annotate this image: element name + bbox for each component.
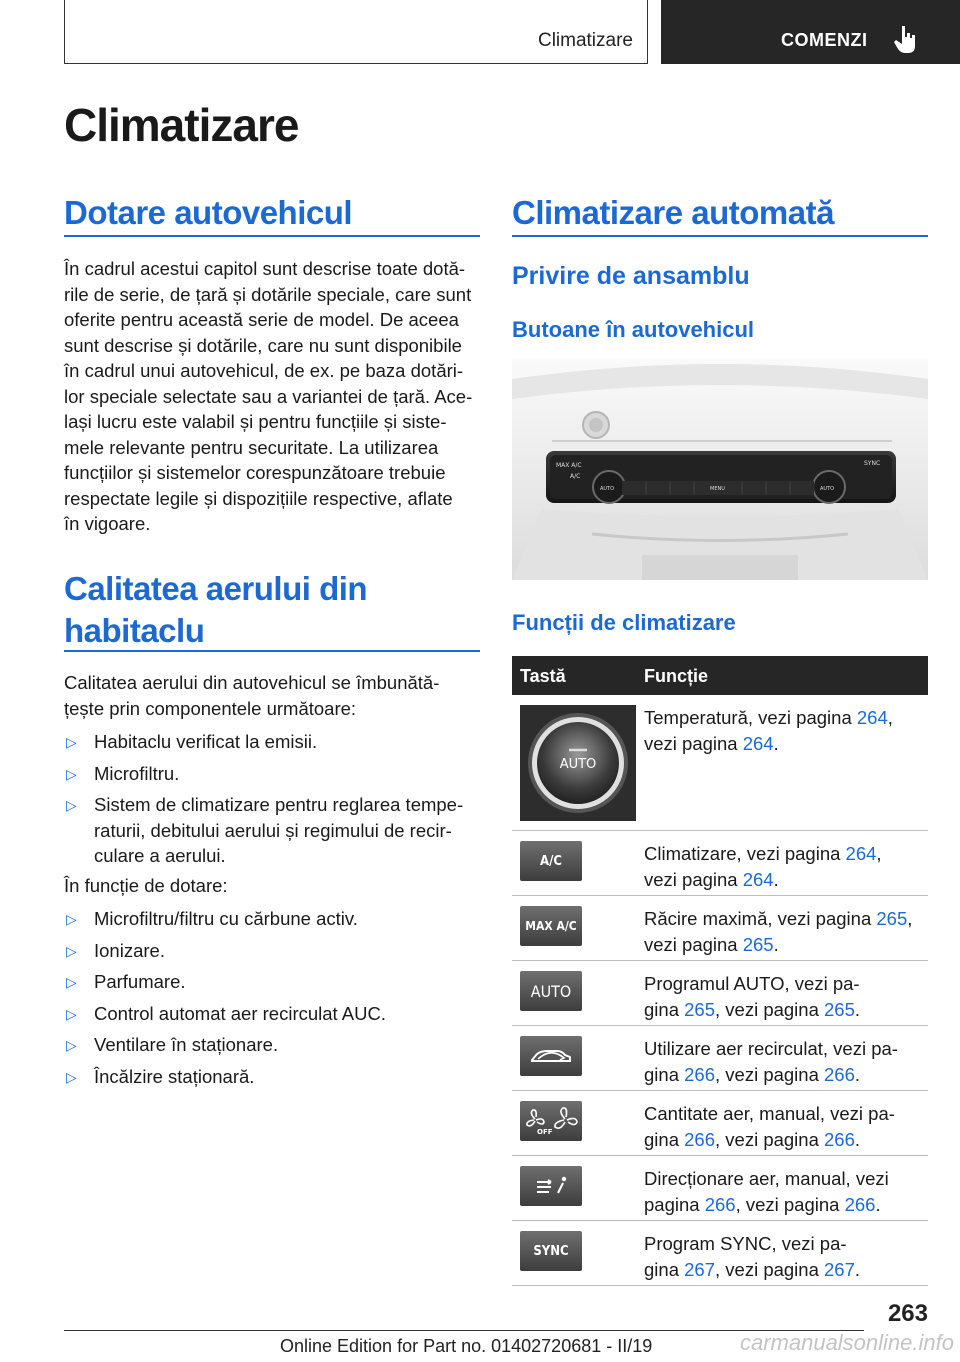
page-link[interactable]: 266 xyxy=(704,1193,736,1215)
header-tab-label: COMENZI xyxy=(781,30,868,50)
photo-label-sync: SYNC xyxy=(864,460,881,467)
page-title: Climatizare xyxy=(64,99,299,151)
text-line: rile de serie, de țară și dotările speciale, care sunt xyxy=(64,283,472,305)
max-ac-button-icon: MAX A/C xyxy=(520,906,582,946)
page-link[interactable]: 264 xyxy=(742,868,774,890)
dashboard-illustration xyxy=(512,359,928,580)
edition-text: Online Edition for Part no. 01402720681 - II/19 xyxy=(280,1336,653,1356)
heading-overview: Privire de ansamblu xyxy=(512,262,750,290)
text-line: funcțiilor și sistemelor corespunzătoare trebuie xyxy=(64,462,446,483)
table-row xyxy=(512,1221,928,1286)
table-row xyxy=(512,831,928,896)
heading-auto-climate: Climatizare automată xyxy=(512,194,834,231)
svg-text:OFF: OFF xyxy=(537,1128,553,1136)
header-section-title: Climatizare xyxy=(537,30,633,51)
heading-equipment: Dotare autovehicul xyxy=(64,194,353,231)
photo-label-auto-right: AUTO xyxy=(820,486,835,492)
table-row xyxy=(512,896,928,961)
text-line: în cadrul unui autovehicul, de ex. pe baza dotări- xyxy=(64,360,464,381)
page-link[interactable]: 266 xyxy=(824,1063,855,1085)
heading-rule xyxy=(512,235,928,237)
functions-table xyxy=(512,656,928,1286)
fan-speed-icon xyxy=(520,1101,582,1141)
equipment-note: În funcție de dotare: xyxy=(64,875,228,896)
table-header xyxy=(512,656,928,695)
bullet-list-equipment xyxy=(64,906,484,1095)
climate-panel-photo xyxy=(512,359,928,580)
photo-label-ac: A/C xyxy=(570,473,581,480)
air-intro xyxy=(64,670,484,721)
list-item: ▷ Ventilare în staționare. xyxy=(64,1032,484,1058)
triangle-bullet-icon: ▷ xyxy=(66,1068,77,1085)
function-text: Temperatură, vezi pagina 264, vezi pagina 264. xyxy=(644,707,893,754)
table-row xyxy=(512,695,928,831)
list-item: ▷ Sistem de climatizare pentru reglarea tempe- raturii, debitului aerului și regimului de recir- culare a aerului. xyxy=(66,794,464,866)
list-item: ▷ Control automat aer recirculat AUC. xyxy=(64,1001,484,1027)
list-item: ▷ Ionizare. xyxy=(64,938,484,964)
heading-line: habitaclu xyxy=(64,612,205,649)
triangle-bullet-icon: ▷ xyxy=(66,911,77,927)
list-item: ▷ Habitaclu verificat la emisii. xyxy=(64,729,484,755)
page-link[interactable]: 265 xyxy=(742,933,774,955)
page-number: 263 xyxy=(887,1300,928,1327)
triangle-bullet-icon: ▷ xyxy=(66,942,77,959)
text-line: În cadrul acestui capitol sunt descrise toate dotă- xyxy=(64,258,466,279)
hand-pointer-icon xyxy=(889,22,923,56)
page-link[interactable]: 265 xyxy=(824,998,855,1020)
recirculation-car-icon xyxy=(520,1036,582,1076)
triangle-bullet-icon: ▷ xyxy=(66,734,77,750)
text-line: Calitatea aerului din autovehicul se îmbunătă- xyxy=(64,672,440,693)
watermark: carmanualsonline.info xyxy=(739,1330,954,1355)
table-row xyxy=(512,1026,928,1091)
function-text: Program SYNC, vezi pa- gina 267, vezi pagina 267. xyxy=(644,1233,861,1280)
page-link[interactable]: 265 xyxy=(684,998,715,1020)
equipment-paragraph xyxy=(64,256,484,537)
text-line: lași lucru este valabil și pentru funcțiile și siste- xyxy=(64,411,447,432)
bullet-list-components xyxy=(64,729,484,875)
column-header-key: Tastă xyxy=(520,666,566,686)
auto-button-icon: AUTO xyxy=(520,971,582,1011)
triangle-bullet-icon: ▷ xyxy=(66,1005,77,1022)
svg-text:AUTO: AUTO xyxy=(559,757,597,772)
photo-label-maxac: MAX A/C xyxy=(556,462,582,469)
text-line: mele relevante pentru securitate. La utilizarea xyxy=(64,436,439,458)
table-row xyxy=(512,1091,928,1156)
heading-line: Calitatea aerului din xyxy=(64,570,368,607)
triangle-bullet-icon: ▷ xyxy=(66,797,77,813)
header-section-box xyxy=(64,0,648,64)
heading-buttons: Butoane în autovehicul xyxy=(512,317,755,342)
triangle-bullet-icon: ▷ xyxy=(66,1037,77,1053)
page-link[interactable]: 267 xyxy=(684,1258,715,1280)
text-line: în vigoare. xyxy=(64,513,151,534)
text-line: sunt descrise și dotările, care nu sunt disponibile xyxy=(64,334,462,356)
page-link[interactable]: 264 xyxy=(856,707,888,728)
page-link[interactable]: 266 xyxy=(824,1128,855,1150)
function-text: Programul AUTO, vezi pa- gina 265, vezi pagina 265. xyxy=(644,973,861,1020)
header-tab-commands[interactable] xyxy=(661,0,960,64)
text-line: oferite pentru această serie de model. De aceea xyxy=(64,309,459,330)
list-item: ▷ Încălzire staționară. xyxy=(64,1064,484,1090)
page-link[interactable]: 266 xyxy=(844,1193,876,1215)
function-text: Direcționare aer, manual, vezi pagina 266, vezi pagina 266. xyxy=(644,1168,889,1215)
heading-rule xyxy=(64,235,480,237)
page-link[interactable]: 267 xyxy=(824,1258,855,1280)
table-row xyxy=(512,1156,928,1221)
temperature-knob-icon xyxy=(520,705,636,826)
text-line: lor speciale selectate sau a variantei de țară. Ace- xyxy=(64,385,473,407)
photo-label-menu: MENU xyxy=(710,486,725,492)
page-link[interactable]: 265 xyxy=(876,908,908,929)
text-line: respectate legile și dispozițiile respective, aflate xyxy=(64,487,453,509)
list-item: ▷ Microfiltru/filtru cu cărbune activ. xyxy=(64,906,484,932)
column-header-function: Funcție xyxy=(644,666,709,686)
heading-rule xyxy=(64,650,480,652)
function-text: Cantitate aer, manual, vezi pa- gina 266, vezi pagina 266. xyxy=(644,1103,895,1150)
heading-functions: Funcții de climatizare xyxy=(512,610,736,635)
function-text: Răcire maximă, vezi pagina 265, vezi pagina 265. xyxy=(644,908,913,955)
text-line: țește prin componentele următoare: xyxy=(64,697,357,719)
function-text: Climatizare, vezi pagina 264, vezi pagina 264. xyxy=(644,843,882,890)
ac-button-icon: A/C xyxy=(520,841,582,881)
air-distribution-icon xyxy=(520,1166,582,1206)
page-link[interactable]: 264 xyxy=(845,843,877,864)
list-item: ▷ Parfumare. xyxy=(64,969,484,995)
heading-air-quality xyxy=(64,568,367,652)
page-link[interactable]: 264 xyxy=(742,732,774,754)
function-text: Utilizare aer recirculat, vezi pa- gina 266, vezi pagina 266. xyxy=(644,1038,898,1085)
table-row xyxy=(512,961,928,1026)
page-link[interactable]: 266 xyxy=(684,1063,715,1085)
list-item: ▷ Microfiltru. xyxy=(64,761,484,787)
photo-label-auto-left: AUTO xyxy=(600,486,615,492)
sync-button-icon: SYNC xyxy=(520,1231,582,1271)
triangle-bullet-icon: ▷ xyxy=(66,765,77,782)
triangle-bullet-icon: ▷ xyxy=(66,974,77,990)
page-link[interactable]: 266 xyxy=(684,1128,715,1150)
